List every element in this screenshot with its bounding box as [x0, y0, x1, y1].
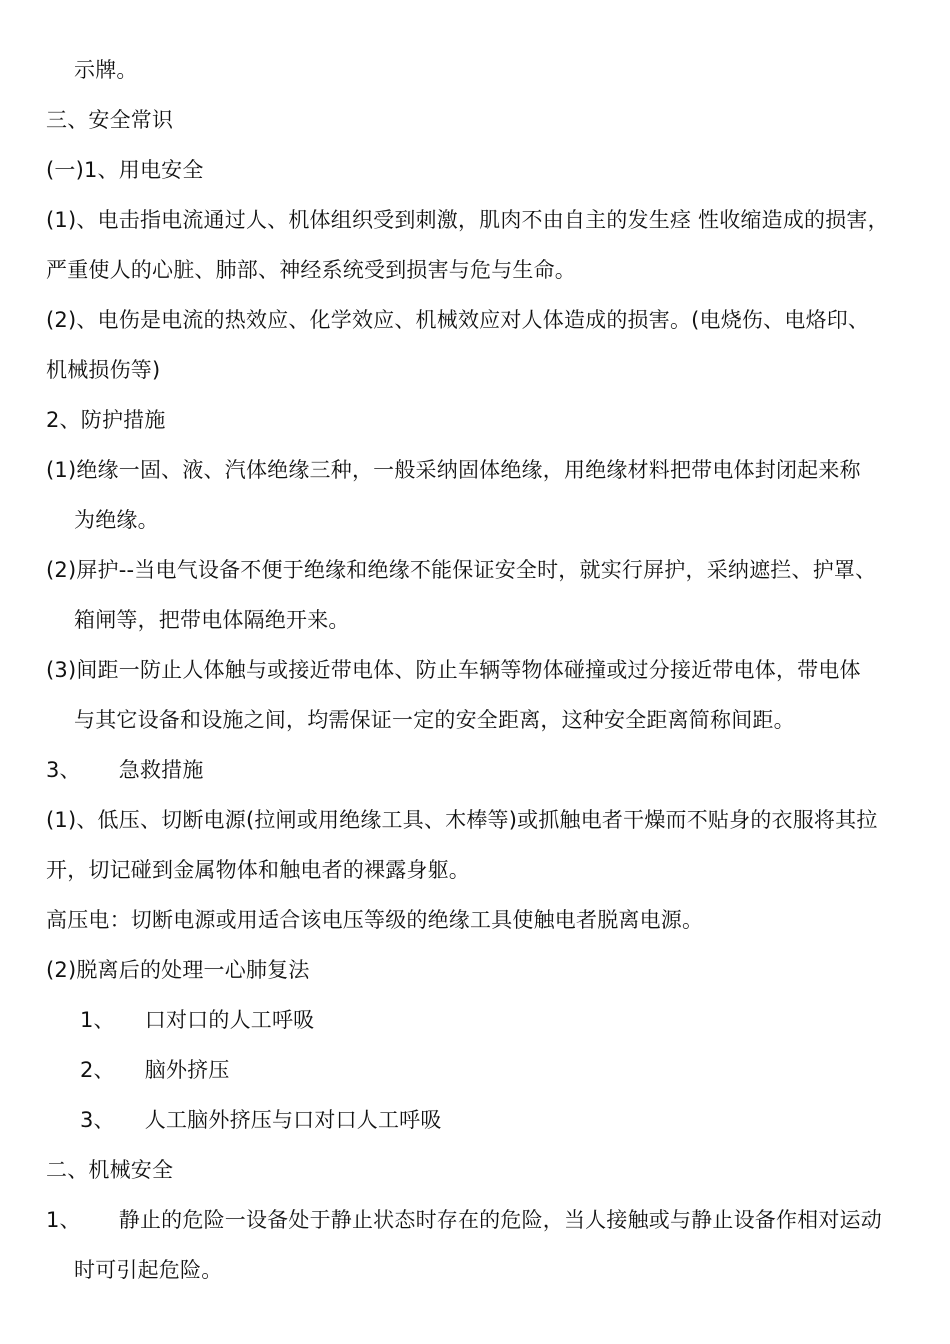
text-line: (1)、低压、切断电源(拉闸或用绝缘工具、木棒等)或抓触电者干燥而不贴身的衣服将其拉 [46, 808, 878, 832]
subsection-heading: (一)1、用电安全 [46, 158, 204, 182]
list-item [46, 1205, 882, 1235]
text-line: (1)绝缘一固、液、汽体绝缘三种，一般采纳固体绝缘，用绝缘材料把带电体封闭起来称 [46, 458, 861, 482]
text-line: 与其它设备和设施之间，均需保证一定的安全距离，这种安全距离简称间距。 [74, 708, 795, 732]
list-number: 3、 [46, 758, 81, 782]
text-line: (1)、电击指电流通过人、机体组织受到刺激，肌肉不由自主的发生痉 性收缩造成的损害， [46, 208, 889, 232]
text-line: (2)脱离后的处理一心肺复法 [46, 958, 310, 982]
list-number: 2、 [80, 1058, 115, 1082]
list-number: 3、 [80, 1108, 115, 1132]
text-line: 机械损伤等) [46, 358, 161, 382]
text-line: 开，切记碰到金属物体和触电者的裸露身躯。 [46, 858, 470, 882]
text-line: 示牌。 [74, 58, 138, 82]
text-line: 严重使人的心脏、肺部、神经系统受到损害与危与生命。 [46, 258, 576, 282]
subsection-heading [46, 755, 204, 785]
list-item [80, 1005, 314, 1035]
list-text: 口对口的人工呼吸 [144, 1008, 315, 1032]
list-text: 脑外挤压 [144, 1058, 230, 1082]
list-item [80, 1055, 230, 1085]
list-text: 静止的危险一设备处于静止状态时存在的危险，当人接触或与静止设备作相对运动 [118, 1208, 882, 1232]
section-heading: 二、机械安全 [46, 1158, 174, 1182]
subsection-heading: 2、防护措施 [46, 408, 166, 432]
text-line: 为绝缘。 [74, 508, 159, 532]
list-item [80, 1105, 442, 1135]
text-line: 高压电：切断电源或用适合该电压等级的绝缘工具使触电者脱离电源。 [46, 908, 704, 932]
list-text: 人工脑外挤压与口对口人工呼吸 [144, 1108, 442, 1132]
text-line: (3)间距一防止人体触与或接近带电体、防止车辆等物体碰撞或过分接近带电体，带电体 [46, 658, 861, 682]
text-line: 时可引起危险。 [74, 1258, 223, 1282]
text-line: (2)、电伤是电流的热效应、化学效应、机械效应对人体造成的损害。(电烧伤、电烙印、 [46, 308, 870, 332]
section-heading: 三、安全常识 [46, 108, 174, 132]
list-text: 急救措施 [118, 758, 204, 782]
text-line: 箱闸等，把带电体隔绝开来。 [74, 608, 350, 632]
text-line: (2)屏护--当电气设备不便于绝缘和绝缘不能保证安全时，就实行屏护，采纳遮拦、护罩、 [46, 558, 877, 582]
list-number: 1、 [80, 1008, 115, 1032]
list-number: 1、 [46, 1208, 81, 1232]
